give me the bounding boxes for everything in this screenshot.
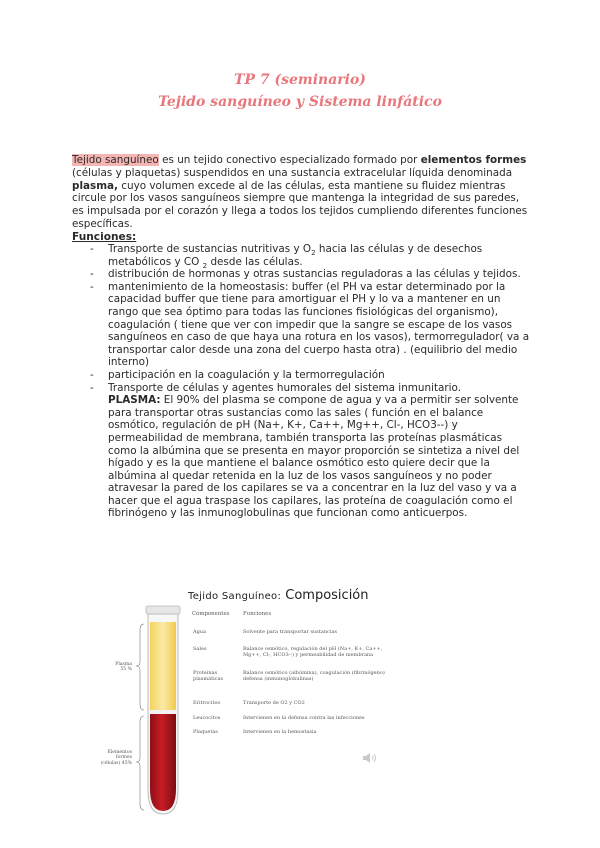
intro-paragraph: Tejido sanguíneo es un tejido conectivo especializado formado por elementos formes (células y plaquetas) suspendidos en una sustancia extracelular líquida denominada plasma, cuyo volumen excede al de las células, esta mantiene su fluidez mientras circule por los vasos sanguíneos siempre que mantenga la integridad de sus paredes, es impulsada por el corazón y llega a todos los tejidos cumpliendo diferentes funciones específicas. — [72, 154, 528, 230]
col-header-function: Funciones — [243, 611, 272, 617]
list-item: - participación en la coagulación y la termorregulación — [72, 369, 532, 382]
table-row: Leucocitos — [193, 715, 221, 721]
plasma-label-tube: Plasma 55 % — [115, 662, 132, 673]
buffy-coat-layer — [150, 710, 176, 714]
list-item: - Transporte de sustancias nutritivas y $O_2$ hacia las células y de desechos metabólicos y CO $_2$ desde las células. — [72, 243, 532, 268]
figure-title: Tejido Sanguíneo: Composición — [188, 588, 369, 603]
highlighted-term: Tejido sanguíneo — [72, 154, 159, 166]
table-row: Proteínas plasmáticas — [193, 670, 224, 683]
plasma-layer — [150, 622, 176, 710]
page-title: TP 7 (seminario) — [234, 72, 366, 88]
table-row: Agua — [193, 629, 207, 635]
list-item: - distribución de hormonas y otras sustancias reguladoras a las células y tejidos. — [72, 268, 532, 281]
page-subtitle: Tejido sanguíneo y Sistema linfático — [158, 94, 442, 110]
table-row: Eritrocitos — [193, 700, 221, 706]
speaker-icon[interactable] — [362, 752, 378, 764]
list-item: - Transporte de células y agentes humorales del sistema inmunitario. PLASMA: El 90% del plasma se compone de agua y va a permitir ser solvente para transportar otras sustancias como las sales ( función en el balance osmótico, regulación de pH (Na+, K+, Ca++, Mg++, Cl-, HCO3--) y permeabilidad de membrana, también transporta las proteínas plasmáticas como la albúmina que se presenta en mayor proporción se sintetiza a nivel del hígado y es la que mantiene el balance osmótico esto quiere decir que la albúmina al quedar retenida en la luz de los vasos sanguíneos y no poder atravesar la pared de los capilares se va a concentrar en la luz del vaso y va a hacer que el agua traspase los capilares, las proteína de coagulación como el fibrinógeno y las inmunoglobulinas que funcionan como anticuerpos. — [72, 382, 532, 521]
functions-heading: Funciones: — [72, 231, 137, 243]
blood-tube-illustration — [130, 600, 192, 818]
red-cells-layer — [150, 714, 176, 811]
cells-label-tube: Elementos formes (células) 45% — [100, 750, 132, 766]
plasma-label: PLASMA: — [108, 394, 161, 407]
col-header-component: Componentes — [192, 611, 230, 617]
functions-list — [72, 243, 532, 520]
table-row: Plaquetas — [193, 729, 218, 735]
table-row: Sales — [193, 646, 207, 652]
list-item: - mantenimiento de la homeostasis: buffer (el PH va estar determinado por la capacidad buffer que tiene para amortiguar el PH y lo va a mantener en un rango que sea óptimo para todas las funciones fisiológicas del organismo), coagulación ( tiene que ver con impedir que la sangre se escape de los vasos sanguíneos en caso de que haya una rotura en los vasos), termorregulador( va a transportar calor desde una zona del cuerpo hasta otra) . (equilibrio del medio interno) — [72, 281, 532, 369]
